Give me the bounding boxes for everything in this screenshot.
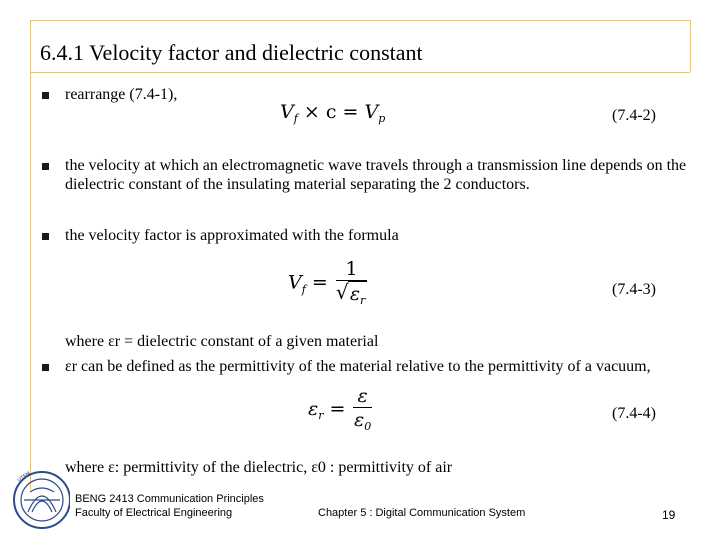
bullet-marker: [42, 364, 49, 371]
eq2-den-sub: r: [360, 294, 366, 307]
eq2-den-eps: ε: [349, 283, 361, 305]
slide-title: 6.4.1 Velocity factor and dielectric constant: [40, 40, 423, 65]
university-seal-icon: [10, 460, 70, 540]
bullet-marker: [42, 233, 49, 240]
footer-faculty: Faculty of Electrical Engineering: [75, 507, 233, 519]
eq2-fraction: [336, 258, 367, 309]
eq1-op: × c =: [303, 101, 359, 123]
where-epsilon-r-definition: where εr = dielectric constant of a given material: [65, 333, 379, 350]
sqrt-symbol: √ $\varepsilon_r$: [335, 280, 366, 307]
title-underline: [30, 72, 690, 73]
footer-course-info: [75, 492, 264, 520]
eq3-numerator: ε: [353, 385, 371, 408]
page-number: 19: [662, 508, 676, 522]
bullet-marker: [42, 163, 49, 170]
eq2-lhs-sub: f: [301, 282, 306, 296]
equation-velocity-factor-product: [280, 101, 385, 123]
bullet-rearrange: rearrange (7.4-1),: [65, 86, 178, 103]
equation-label-7-4-3: (7.4-3): [612, 281, 656, 298]
equation-relative-permittivity: $\varepsilon_r$ = $\frac{\varepsilon}{\varepsilon_0}$: [308, 385, 372, 433]
svg-text:UTEM: UTEM: [16, 470, 32, 484]
eq3-den-sub: 0: [364, 420, 372, 433]
bullet-velocity-dependence: the velocity at which an electromagnetic wave travels through a transmission line depends on the dielectric constant of the insulating material separating the 2 conductors.: [65, 157, 687, 193]
eq1-rhs-sub: p: [378, 112, 386, 125]
title-frame-right: [690, 20, 691, 72]
footer-chapter: Chapter 5 : Digital Communication System: [318, 507, 526, 519]
eq2-lhs: V: [288, 271, 302, 294]
equation-label-7-4-4: (7.4-4): [612, 405, 656, 422]
eq3-lhs-sub: r: [318, 409, 324, 422]
eq3-lhs: ε: [308, 398, 319, 420]
eq3-fraction: [353, 385, 371, 435]
eq2-denominator: [336, 281, 367, 309]
equation-label-7-4-2: (7.4-2): [612, 107, 656, 124]
eq1-lhs-sub: f: [293, 112, 298, 125]
eq1-rhs: V: [364, 101, 379, 123]
title-frame-top: [30, 20, 690, 21]
equation-velocity-factor-sqrt: $V_f$ = 1 √ $\varepsilon_r$: [288, 258, 366, 307]
eq2-numerator: 1: [336, 258, 367, 281]
eq3-denominator: [353, 408, 371, 435]
bullet-velocity-factor-formula: the velocity factor is approximated with the formula: [65, 227, 399, 244]
where-epsilon-definition: where ε: permittivity of the dielectric, ε0 : permittivity of air: [65, 459, 453, 476]
bullet-relative-permittivity: εr can be defined as the permittivity of the material relative to the permittivity of a vacuum,: [65, 358, 651, 375]
title-frame-left: [30, 20, 31, 490]
bullet-marker: [42, 92, 49, 99]
eq3-den-eps: ε: [353, 409, 365, 431]
footer-course: BENG 2413 Communication Principles: [75, 493, 264, 505]
eq1-lhs: V: [280, 101, 294, 123]
